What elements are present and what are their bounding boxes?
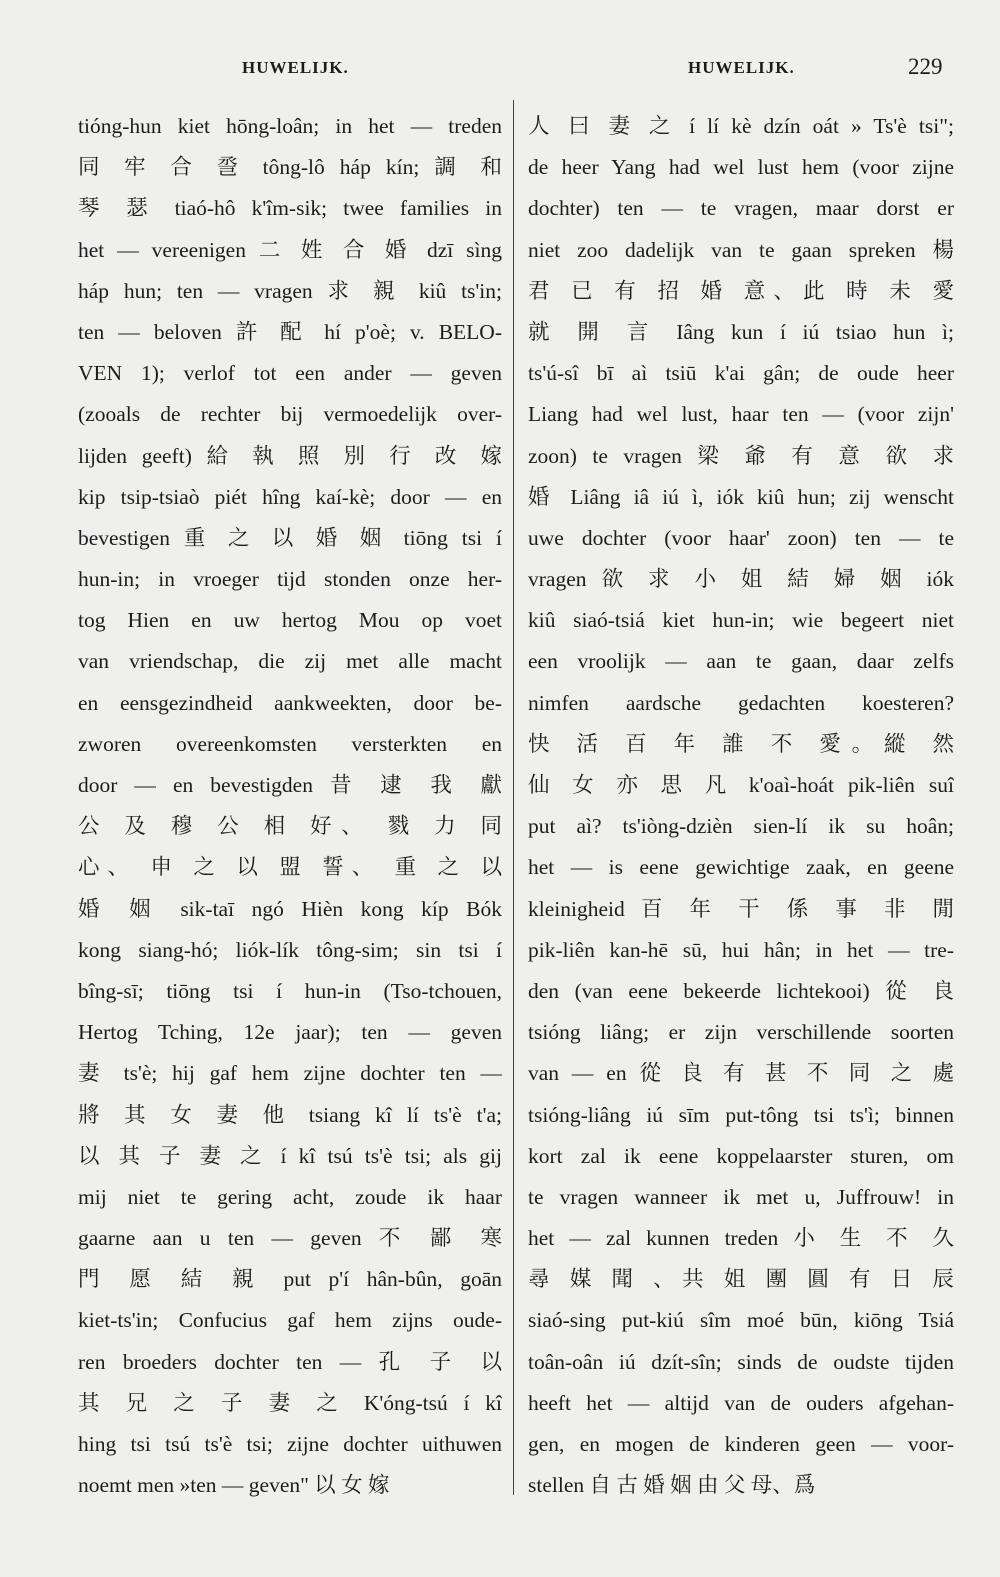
text-line: put aì? ts'iòng-dzièn sien-lí ik su hoân; <box>528 814 954 839</box>
text-line: 將 其 女 妻 他 tsiang kî lí ts'è t'a; <box>78 1102 502 1127</box>
text-line: de heer Yang had wel lust hem (voor zijne <box>528 155 954 180</box>
text-line: dochter) ten — te vragen, maar dorst er <box>528 196 954 221</box>
text-line: 其 兄 之 子 妻 之 K'óng-tsú í kî <box>78 1390 502 1415</box>
text-line: niet zoo dadelijk van te gaan spreken 楊 <box>528 237 954 262</box>
text-line: (zooals de rechter bij vermoedelijk over- <box>78 402 502 427</box>
text-line: uwe dochter (voor haar' zoon) ten — te <box>528 525 954 550</box>
text-line: kleinigheid 百 年 干 係 事 非 閒 <box>528 896 954 921</box>
text-line: van vriendschap, die zij met alle macht <box>78 649 502 674</box>
text-line: Hertog Tching, 12e jaar); ten — geven <box>78 1020 502 1045</box>
text-line: gen, en mogen de kinderen geen — voor- <box>528 1432 954 1456</box>
text-line: hing tsi tsú ts'è tsi; zijne dochter uithuwen <box>78 1432 502 1456</box>
column-divider <box>513 100 514 1495</box>
text-line: het — zal kunnen treden 小 生 不 久 <box>528 1226 954 1251</box>
text-line: kip tsip-tsiaò piét hîng kaí-kè; door — en <box>78 484 502 509</box>
text-line: kong siang-hó; liók-lík tông-sim; sin tsi í <box>78 937 502 962</box>
text-line: zworen overeenkomsten versterkten en <box>78 731 502 756</box>
page-number: 229 <box>908 54 943 79</box>
text-line: tog Hien en uw hertog Mou op voet <box>78 608 502 633</box>
text-line: VEN 1); verlof tot een ander — geven <box>78 361 502 386</box>
right-column <box>528 106 954 1506</box>
text-line: den (van eene bekeerde lichtekooi) 從 良 <box>528 978 954 1003</box>
text-line: 君 已 有 招 婚 意、此 時 未 愛 <box>528 278 954 303</box>
text-line: noemt men »ten — geven" 以 女 嫁 <box>78 1473 390 1498</box>
text-line: bevestigen 重 之 以 婚 姻 tiōng tsi í <box>78 525 502 550</box>
text-line: kiû siaó-tsiá kiet hun-in; wie begeert niet <box>528 608 954 633</box>
text-line: tsióng liâng; er zijn verschillende soorten <box>528 1020 954 1045</box>
text-line: pik-liên kan-hē sū, hui hân; in het — tre- <box>528 937 954 962</box>
text-line: ten — beloven 許 配 hí p'oè; v. BELO- <box>78 319 502 344</box>
text-line: Liang had wel lust, haar ten — (voor zijn' <box>528 402 954 427</box>
text-line: ren broeders dochter ten — 孔 子 以 <box>78 1349 502 1374</box>
text-line: gaarne aan u ten — geven 不 鄙 寒 <box>78 1226 502 1251</box>
text-line: 婚 姻 sik-taī ngó Hièn kong kíp Bók <box>78 896 502 921</box>
text-line: van — en 從 良 有 甚 不 同 之 處 <box>528 1061 954 1086</box>
text-line: háp hun; ten — vragen 求 親 kiû ts'in; <box>78 278 502 303</box>
text-line: toân-oân iú dzít-sîn; sinds de oudste tijden <box>528 1349 954 1374</box>
text-line: 琴 瑟 tiaó-hô k'îm-sik; twee families in <box>78 196 502 221</box>
text-line: 心、 申 之 以 盟 誓、 重 之 以 <box>78 855 502 880</box>
text-line: 公 及 穆 公 相 好、 戮 力 同 <box>78 814 502 839</box>
text-line: het — is eene gewichtige zaak, en geene <box>528 855 954 880</box>
text-line: 人 曰 妻 之 í lí kè dzín oát » Ts'è tsi"; <box>528 114 954 138</box>
text-line: zoon) te vragen 梁 爺 有 意 欲 求 <box>528 443 954 468</box>
text-line: 仙 女 亦 思 凡 k'oaì-hoát pik-liên suî <box>528 773 954 797</box>
text-line: lijden geeft) 給 執 照 別 行 改 嫁 <box>78 443 502 468</box>
text-line: vragen 欲 求 小 姐 結 婦 姻 iók <box>528 567 954 592</box>
text-line: hun-in; in vroeger tijd stonden onze her- <box>78 567 502 592</box>
text-line: 婚 Liâng iâ iú ì, iók kiû hun; zij wenscht <box>528 484 954 509</box>
left-column <box>78 106 502 1506</box>
text-line: mij niet te gering acht, zoude ik haar <box>78 1184 502 1209</box>
text-line: ts'ú-sî bī aì tsiū k'ai gân; de oude heer <box>528 361 954 386</box>
text-line: heeft het — altijd van de ouders afgehan- <box>528 1390 954 1415</box>
text-line: kiet-ts'in; Confucius gaf hem zijns oude- <box>78 1308 502 1333</box>
text-line: een vroolijk — aan te gaan, daar zelfs <box>528 649 954 674</box>
text-line: tsióng-liâng iú sīm put-tông tsi ts'ì; binnen <box>528 1102 954 1127</box>
running-head-right: HUWELIJK. <box>688 58 795 77</box>
running-head-left: HUWELIJK. <box>242 58 349 77</box>
text-line: tióng-hun kiet hōng-loân; in het — treden <box>78 114 502 138</box>
text-line: 快 活 百 年 誰 不 愛。縱 然 <box>528 731 954 756</box>
text-line: kort zal ik eene koppelaarster sturen, om <box>528 1143 954 1168</box>
text-line: 門 愿 結 親 put p'í hân-bûn, goān <box>78 1267 502 1292</box>
text-line: nimfen aardsche gedachten koesteren? <box>528 690 954 715</box>
text-line: door — en bevestigden 昔 逮 我 獻 <box>78 773 502 797</box>
text-line: siaó-sing put-kiú sîm moé būn, kiōng Tsiá <box>528 1308 954 1333</box>
text-line: 以 其 子 妻 之 í kî tsú ts'è tsi; als gij <box>78 1143 502 1168</box>
text-line: het — vereenigen 二 姓 合 婚 dzī sìng <box>78 237 502 262</box>
text-line: 尋 媒 聞 、共 姐 團 圓 有 日 辰 <box>528 1267 954 1292</box>
text-line: stellen 自 古 婚 姻 由 父 母、爲 <box>528 1473 816 1498</box>
text-line: bîng-sī; tiōng tsi í hun-in (Tso-tchouen, <box>78 978 502 1003</box>
text-line: 妻 ts'è; hij gaf hem zijne dochter ten — <box>78 1061 502 1086</box>
text-line: te vragen wanneer ik met u, Juffrouw! in <box>528 1184 954 1209</box>
text-line: 就 開 言 Iâng kun í iú tsiao hun ì; <box>528 319 954 344</box>
text-line: en eensgezindheid aankweekten, door be- <box>78 690 502 715</box>
text-line: 同 牢 合 巹 tông-lô háp kín; 調 和 <box>78 155 502 180</box>
